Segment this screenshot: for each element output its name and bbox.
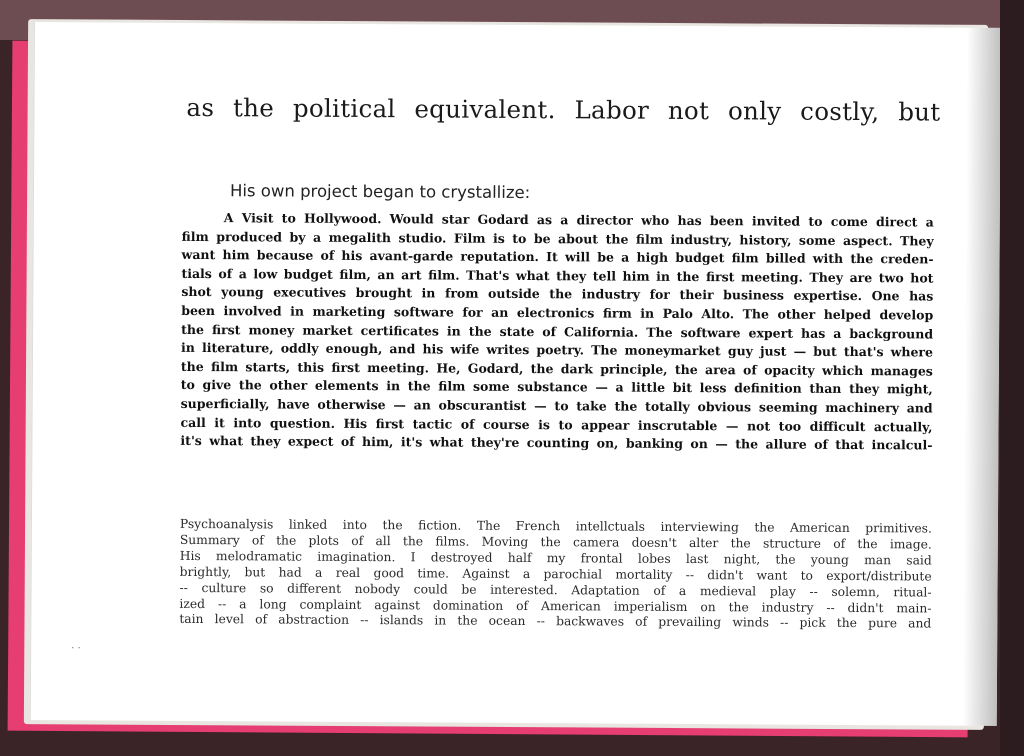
text-line: the first money market certificates in the state of California. The software expert has a background [181, 321, 934, 342]
typed-paragraph [179, 517, 932, 633]
text-line: been involved in marketing software for an electronics firm in Palo Alto. The other helped develop [181, 302, 934, 323]
heading-line: as the political equivalent. Labor not only costly, but [186, 92, 941, 127]
text-line: tain level of abstraction -- islands in the ocean -- backwaves of prevailing winds -- pick the pure and [179, 612, 932, 631]
spine-shadow [963, 28, 1001, 726]
intro-line: His own project began to crystallize: [229, 181, 531, 203]
bold-paragraph [180, 209, 933, 455]
text-line: His melodramatic imagination. I destroyed half my frontal lobes last night, the young man said [179, 548, 932, 568]
text-line: ized -- a long complaint against domination of American imperialism on the industry -- didn't main- [179, 596, 932, 616]
text-line: the film starts, this first meeting. He, Godard, the dark principle, the area of opacity which manages [180, 358, 933, 379]
margin-marks: . . [71, 640, 81, 652]
text-line: tials of a low budget film, an art film. That's what they tell him in the first meeting. They are two hot [181, 265, 934, 286]
text-line: superficially, have otherwise — an obscurantist — to take the totally obvious seeming machinery and [180, 395, 933, 416]
text-line: shot young executives brought in from outside the industry for their business expertise. One has [181, 284, 934, 304]
text-line: call it into question. His first tactic of course is to appear inscrutable — not too difficult actually, [180, 414, 933, 435]
text-line: film produced by a megalith studio. Film is to be about the film industry, history, some aspect. They [181, 228, 934, 249]
text-line: Summary of the plots of all the films. Moving the camera doesn't alter the structure of the image. [179, 532, 932, 552]
book-page [30, 22, 1001, 726]
text-line: it's what they expect of him, it's what they're counting on, banking on — the allure of that incalcul- [180, 433, 933, 453]
text-line: -- culture so different nobody could be interested. Adaptation of a medieval play -- solemn, ritual- [179, 580, 932, 600]
backdrop-right [1000, 0, 1024, 756]
text-line: brightly, but had a real good time. Against a parochial mortality -- didn't want to export/distribute [179, 564, 932, 584]
text-line: in literature, oddly enough, and his wife writes poetry. The moneymarket guy just — but that's where [180, 340, 934, 360]
text-line: A Visit to Hollywood. Would star Godard as a director who has been invited to come direct a [223, 210, 934, 230]
text-line: Psychoanalysis linked into the fiction. The French intellctuals interviewing the American primitives. [179, 516, 932, 536]
text-line: to give the other elements in the film some substance — a little bit less definition than they might, [180, 377, 933, 397]
text-line: want him because of his avant-garde reputation. It will be a high budget film billed with the creden- [181, 247, 934, 267]
